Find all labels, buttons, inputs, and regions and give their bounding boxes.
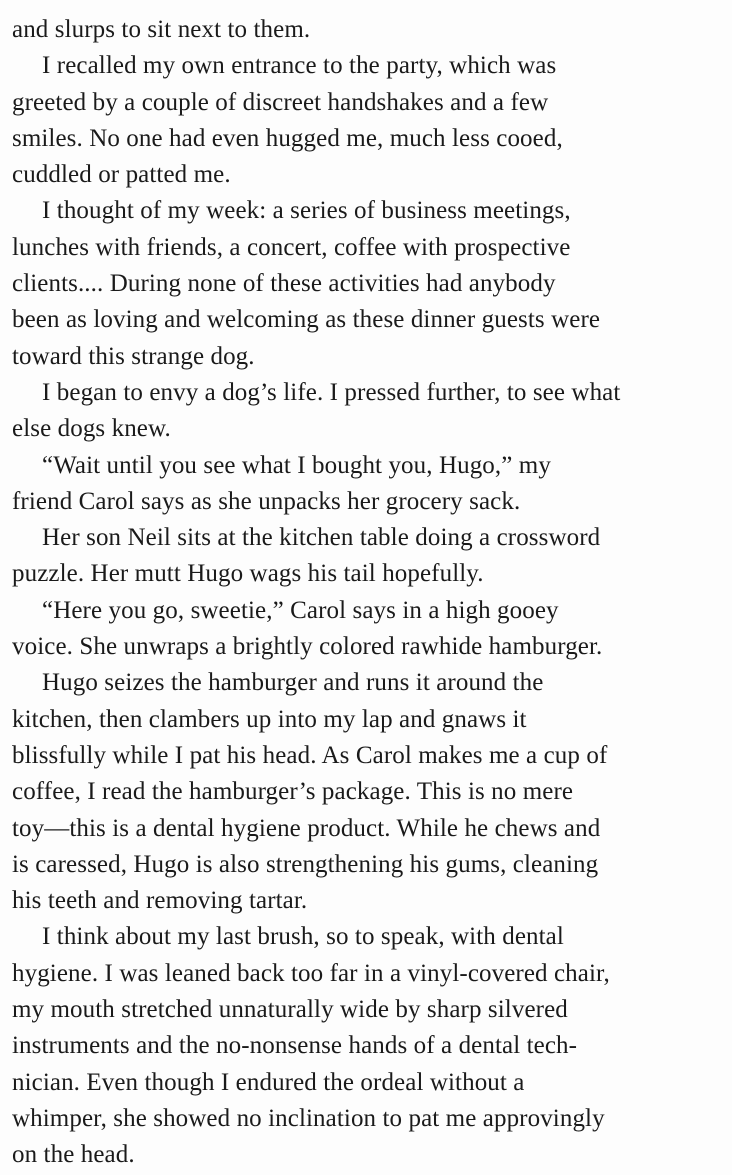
text-line: blissfully while I pat his head. As Carol makes me a cup of — [12, 741, 608, 769]
text-line: voice. She unwraps a brightly colored rawhide hamburger. — [12, 633, 603, 661]
text-line: nician. Even though I endured the ordeal without a — [12, 1068, 525, 1096]
text-line: been as loving and welcoming as these dinner guests were — [12, 306, 601, 334]
text-line: instruments and the no-nonsense hands of a dental tech- — [12, 1032, 578, 1060]
text-line: I thought of my week: a series of business meetings, — [42, 197, 571, 225]
text-line: friend Carol says as she unpacks her grocery sack. — [12, 487, 521, 515]
text-line: lunches with friends, a concert, coffee with prospective — [12, 233, 571, 261]
text-line: is caressed, Hugo is also strengthening his gums, cleaning — [12, 850, 599, 878]
text-line: I think about my last brush, so to speak, with dental — [42, 923, 564, 951]
text-line: smiles. No one had even hugged me, much less cooed, — [12, 124, 563, 152]
text-line: Her son Neil sits at the kitchen table doing a crossword — [42, 524, 601, 552]
text-line: “Wait until you see what I bought you, Hugo,” my — [42, 451, 551, 479]
text-line: kitchen, then clambers up into my lap and gnaws it — [12, 705, 527, 733]
text-line: on the head. — [12, 1141, 135, 1169]
text-line: his teeth and removing tartar. — [12, 887, 308, 915]
text-line: “Here you go, sweetie,” Carol says in a high gooey — [42, 596, 559, 624]
text-line: coffee, I read the hamburger’s package. This is no mere — [12, 778, 574, 806]
text-line: toy—this is a dental hygiene product. While he chews and — [12, 814, 601, 842]
text-line: toward this strange dog. — [12, 342, 255, 370]
text-line: puzzle. Her mutt Hugo wags his tail hopefully. — [12, 560, 484, 588]
text-line: whimper, she showed no inclination to pat me approvingly — [12, 1104, 605, 1132]
text-line: clients.... During none of these activities had anybody — [12, 270, 556, 298]
text-line: my mouth stretched unnaturally wide by sharp silvered — [12, 996, 568, 1024]
text-line: I recalled my own entrance to the party, which was — [42, 52, 557, 80]
text-line: greeted by a couple of discreet handshakes and a few — [12, 88, 549, 116]
text-line: cuddled or patted me. — [12, 161, 231, 189]
body-text — [12, 12, 724, 1174]
text-line: I began to envy a dog’s life. I pressed further, to see what — [42, 378, 621, 406]
text-line: and slurps to sit next to them. — [12, 16, 311, 43]
text-line: Hugo seizes the hamburger and runs it around the — [42, 669, 544, 697]
text-line: else dogs knew. — [12, 415, 171, 443]
text-line: hygiene. I was leaned back too far in a vinyl-covered chair, — [12, 959, 610, 987]
